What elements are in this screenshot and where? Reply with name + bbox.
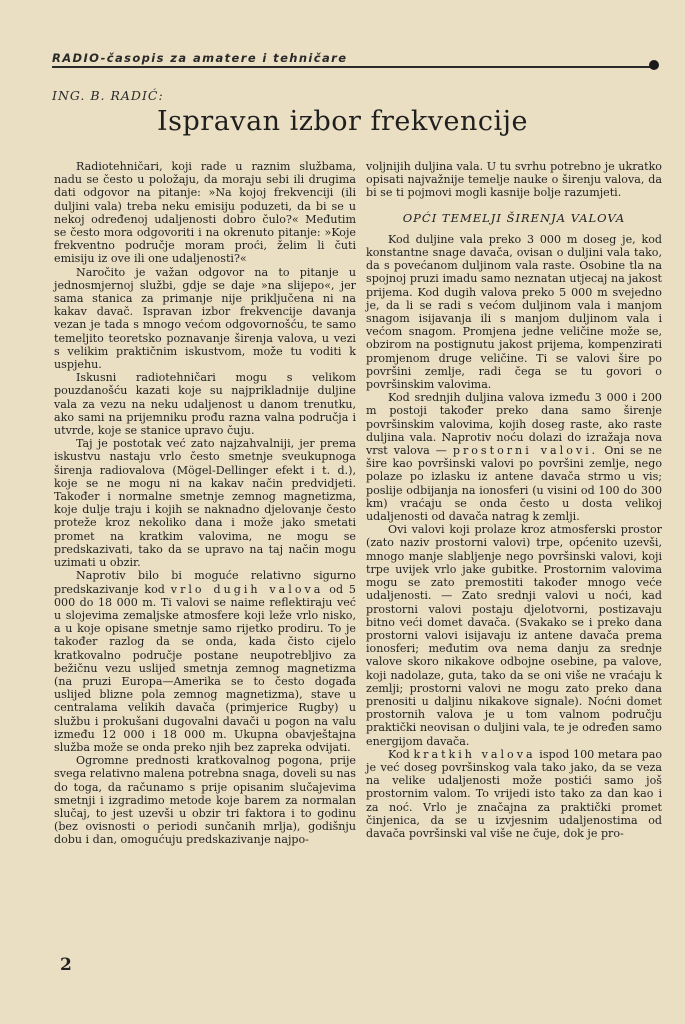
paragraph (366, 391, 662, 523)
right-column (366, 160, 662, 840)
text-run: Kod srednjih duljina valova između 3 000 i 200 m postoji također preko dana samo širenje površinskim valovima, kojih doseg raste, ako raste duljina vala. Naprotiv noću dolazi do izražaja nova vrst valova — (366, 391, 662, 458)
spaced-term: vrlo dugih valova (170, 582, 324, 596)
paragraph: voljnijih duljina vala. U tu svrhu potrebno je ukratko opisati najvažnije temelje nauke o širenju valova, da bi se ti pojmovi mogli kasnije bolje razumjeti. (366, 160, 662, 200)
running-header (52, 40, 659, 70)
paragraph: Ovi valovi koji prolaze kroz atmosferski prostor (zato naziv prostorni valovi) trpe, općenito uzevši, mnogo manje slabljenje nego površinski valovi, koji trpe uvijek vrlo jake gubitke. Prostornim valovima mogu se zato premostiti također mnogo veće udaljenosti. — Zato srednji valovi u noći, kad prostorni valovi postaju djelotvorni, postizavaju bitno veći domet davača. (Svakako se i preko dana prostorni valovi isijavaju iz antene davača prema ionosferi; međutim ova nema danju za srednje valove skoro nikakove odbojne osebine, pa valove, koji nadolaze, guta, tako da se oni više ne vraćaju k zemlji; prostorni valovi ne mogu zato preko dana prenositi u daljinu nikakove signale). Noćni domet prostornih valova je u tom valnom području praktički neovisan o duljini vala, te je određen samo energijom davača. (366, 523, 662, 748)
paragraph: Naročito je važan odgovor na to pitanje u jednosmjernoj službi, gdje se daje »na slijepo«, jer sama stanica za primanje nije priključena ni na kakav davač. Ispravan izbor frekvencije davanja vezan je tada s mnogo većom odgovornošću, te samo temeljito teoretsko poznavanje širenja valova, u vezi s velikim praktičnim iskustvom, može tu voditi k uspjehu. (54, 265, 356, 372)
paragraph: Taj je postotak već zato najzahvalniji, jer prema iskustvu nastaju vrlo često smetnje sveukupnoga širenja radiovalova (Mögel-Dellinger efekt i t. d.), koje se ne mogu ni na kakav način predvidjeti. Također i normalne smetnje zemnog magnetizma, koje dulje traju i kojih se naknadno djelovanje često proteže kroz nekoliko dana i može jako smetati promet na kratkim valovima, ne mogu se predskazivati, tako da se upravo na taj način mogu uzimati u obzir. (54, 437, 356, 570)
paragraph: Iskusni radiotehničari mogu s velikom pouzdanošću kazati koje su najprikladnije duljine vala za vezu na neku udaljenost u danom trenutku, ako sami na prijemniku prođu razna valna područja i utvrde, koje se stanice upravo čuju. (54, 371, 356, 438)
spaced-term: kratkih valova (413, 747, 536, 761)
paragraph: Radiotehničari, koji rade u raznim službama, nadu se često u položaju, da moraju sebi ili drugima dati odgovor na pitanje: »Na kojoj frekvenciji (ili duljini vala) treba neku emisiju poduzeti, da bi se u nekoj određenoj udaljenosti dobro čulo?« Međutim se često mora odgovoriti i na okrenuto pitanje: »Koje frekventno područje moram proći, želim li čuti emisiju iz ove ili one udaljenosti?« (54, 160, 356, 266)
paragraph (54, 569, 356, 754)
paragraph: Kod duljine vala preko 3 000 m doseg je, kod konstantne snage davača, ovisan o duljini vala tako, da s povećanom duljinom vala raste. Osobine tla na spojnoj pruzi imadu samo neznatan utjecaj na jakost prijema. Kod dugih valova preko 5 000 m svejedno je, da li se radi s većom duljinom vala i manjom snagom isijavanja ili s manjom duljinom vala i većom snagom. Promjena jedne veličine može se, obzirom na postignutu jakost prijema, kompenzirati promjenom druge veličine. Ti se valovi šire po površini zemlje, radi čega se tu govori o površinskim valovima. (366, 232, 662, 392)
text-run: ispod 100 metara pao je već doseg površinskog vala tako jako, da se veza na velike udaljenosti može postići samo još prostornim valom. To vrijedi isto tako za dan kao i za noć. Vrlo je značajna za praktički promet činjenica, da se u izvjesnim udaljenostima od davača površinski val više ne čuje, dok je pro- (366, 747, 663, 840)
header-title: RADIO-časopis za amatere i tehničare (52, 51, 348, 65)
article-title: Ispravan izbor frekvencije (157, 106, 528, 137)
section-heading: OPĆI TEMELJI ŠIRENJA VALOVA (402, 210, 626, 225)
text-run: Oni se ne šire kao površinski valovi po površini zemlje, nego polaze po izlasku iz antene davača strmo u vis; poslije odbijanja na ionosferi (u visini od 100 do 300 km) vraćaju se onda često u dosta velikoj udaljenosti od davača natrag k zemlji. (366, 444, 663, 524)
text-run: od 5 000 do 18 000 m. Ti valovi se naime reflektiraju već u slojevima zemaljske atmosfere koji leže vrlo nisko, a u koje opisane smetnje samo rijetko prodiru. To je također razlog da se onda, kada čisto cijelo kratkovalno područje postane neupotrebljivo za bežičnu vezu uslijed smetnja zemnog magnetizma (na pruzi Europa—Amerika se to često događa uslijed blizne pola zemnog magnetizma), stave u centralama velikih davača (primjerice Rugby) u službu i prokušani dugovalni davači u pogon na valu između 12 000 i 18 000 m. Ukupna obavještajna služba može se onda preko njih bez zapreka odvijati. (54, 582, 356, 754)
header-rule (52, 66, 652, 68)
text-run: Kod (388, 747, 414, 761)
spaced-term: prostorni valovi. (452, 444, 599, 458)
paragraph: Ogromne prednosti kratkovalnog pogona, prije svega relativno malena potrebna snaga, doveli su nas do toga, da računamo s prije opisanim slučajevima smetnji i izgradimo metode koje barem za normalan slučaj, to jest uzevši u obzir tri faktora i to godinu (bez ovisnosti o periodi sunčanih mrlja), godišnju dobu i dan, omogućuju predskazivanje najpo- (54, 754, 356, 847)
header-bullet-icon (649, 60, 659, 70)
text-run: Naprotiv bilo bi moguće relativno sigurno predskazivanje kod (54, 569, 356, 596)
paragraph (366, 748, 662, 840)
page-number: 2 (60, 955, 72, 975)
left-column (54, 160, 356, 847)
author-byline: ING. B. RADIĆ: (52, 88, 164, 103)
